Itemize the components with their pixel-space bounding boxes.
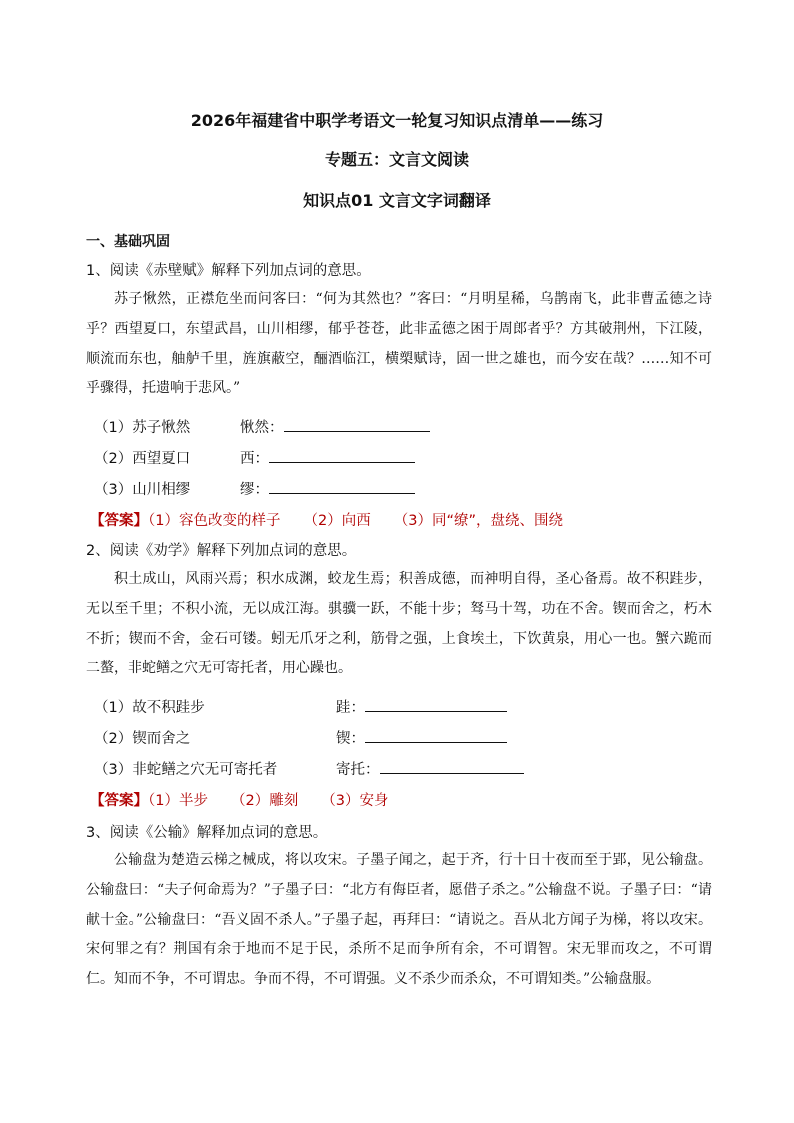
question-3-passage: 公输盘为楚造云梯之械成，将以攻宋。子墨子闻之，起于齐，行十日十夜而至于郢，见公输盘。公输盘曰：“夫子何命焉为？”子墨子曰：“北方有侮臣者，愿借子杀之。”公输盘不说。子墨子曰：“请献十金。”公输盘曰：“吾义固不杀人。”子墨子起，再拜曰：“请说之。吾从北方闻子为梯，将以攻宋。宋何罪之有？荆国有余于地而不足于民，杀所不足而争所有余，不可谓智。宋无罪而攻之，不可谓仁。知而不争，不可谓忠。争而不得，不可谓强。义不杀少而杀众，不可谓知类。”公输盘服。 [86, 852, 712, 988]
answer-blank[interactable] [269, 448, 415, 463]
q1-item-2-text: （2）西望夏口 [94, 451, 191, 467]
question-2-prompt: 2、阅读《劝学》解释下列加点词的意思。 [86, 543, 357, 559]
q1-item-1-text: （1）苏子愀然 [94, 420, 191, 436]
q2-item-3-answer-field[interactable] [336, 758, 524, 779]
q2-item-2-word: 锲： [336, 731, 365, 747]
q1-item-1-word: 愀然： [240, 420, 284, 436]
question-3-prompt: 3、阅读《公输》解释加点词的意思。 [86, 825, 328, 841]
answer-blank[interactable] [365, 728, 507, 743]
answer-text: （1）容色改变的样子 （2）向西 （3）同“缭”，盘绕、围绕 [148, 513, 564, 529]
answer-text: （1）半步 （2）雕刻 （3）安身 [148, 793, 389, 809]
q1-item-3-word: 缪： [240, 482, 269, 498]
document-title: 2026年福建省中职学考语文一轮复习知识点清单——练习 [190, 111, 604, 130]
section-heading: 一、基础巩固 [86, 234, 170, 250]
answer-blank[interactable] [380, 759, 524, 774]
q1-item-2 [94, 447, 190, 468]
question-1-passage: 苏子愀然，正襟危坐而问客曰：“何为其然也？”客曰：“月明星稀，乌鹊南飞，此非曹孟德之诗乎？西望夏口，东望武昌，山川相缪，郁乎苍苍，此非孟德之困于周郎者乎？方其破荆州，下江陵，顺流而东也，舳舻千里，旌旗蔽空，酾酒临江，横槊赋诗，固一世之雄也，而今安在哉？……知不可乎骤得，托遗响于悲风。” [86, 291, 712, 397]
question-1-prompt: 1、阅读《赤壁赋》解释下列加点词的意思。 [86, 263, 371, 279]
answer-blank[interactable] [284, 417, 430, 432]
q1-item-1 [94, 416, 190, 437]
q1-item-2-word: 西： [240, 451, 269, 467]
q2-item-1 [94, 696, 205, 717]
answer-blank[interactable] [269, 479, 415, 494]
q2-item-3-word: 寄托： [336, 762, 380, 778]
q2-item-3 [94, 758, 277, 779]
q2-item-2-answer-field[interactable] [336, 727, 507, 748]
q2-item-2 [94, 727, 190, 748]
answer-tag: 【答案】 [90, 793, 148, 809]
q2-item-1-answer-field[interactable] [336, 696, 507, 717]
question-2-passage: 积土成山，风雨兴焉；积水成渊，蛟龙生焉；积善成德，而神明自得，圣心备焉。故不积跬步，无以至千里；不积小流，无以成江海。骐骥一跃，不能十步；驽马十驾，功在不舍。锲而舍之，朽木不折；锲而不舍，金石可镂。蚓无爪牙之利，筋骨之强，上食埃土，下饮黄泉，用心一也。蟹六跪而二螯，非蛇鳝之穴无可寄托者，用心躁也。 [86, 571, 712, 677]
answer-tag: 【答案】 [90, 513, 148, 529]
q2-answer [90, 789, 389, 810]
q2-item-1-text: （1）故不积跬步 [94, 700, 205, 716]
knowledge-point-title: 知识点01 文言文字词翻译 [303, 191, 491, 210]
q1-item-3-answer-field[interactable] [240, 478, 415, 499]
q1-item-3-text: （3）山川相缪 [94, 482, 191, 498]
q2-item-3-text: （3）非蛇鳝之穴无可寄托者 [94, 762, 278, 778]
topic-subtitle: 专题五：文言文阅读 [324, 150, 469, 169]
answer-blank[interactable] [365, 697, 507, 712]
q1-item-3 [94, 478, 190, 499]
q2-item-2-text: （2）锲而舍之 [94, 731, 191, 747]
q1-item-2-answer-field[interactable] [240, 447, 415, 468]
q1-answer [90, 509, 563, 530]
q2-item-1-word: 跬： [336, 700, 365, 716]
q1-item-1-answer-field[interactable] [240, 416, 430, 437]
